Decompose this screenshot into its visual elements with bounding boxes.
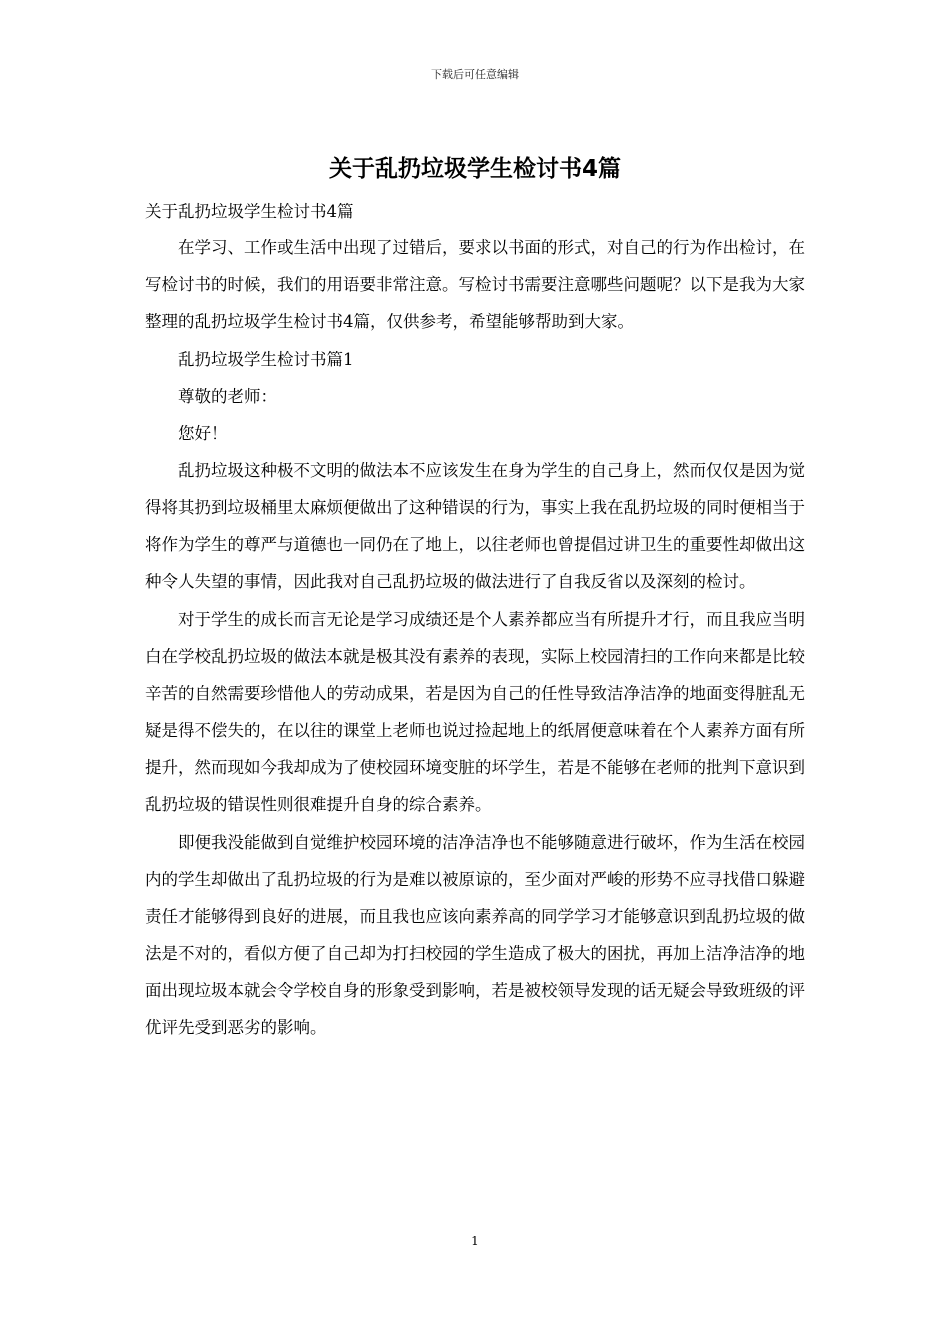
section-heading: 乱扔垃圾学生检讨书篇1 <box>178 350 354 369</box>
greeting: 您好！ <box>178 424 228 443</box>
body-paragraph-2: 对于学生的成长而言无论是学习成绩还是个人素养都应当有所提升才行，而且我应当明白在学校乱扔垃圾的做法本就是极其没有素养的表现，实际上校园清扫的工作向来都是比较辛苦的自然需要珍惜他人的劳动成果，若是因为自己的任性导致洁净洁净的地面变得脏乱无疑是得不偿失的，在以往的课堂上老师也说过捡起地上的纸屑便意味着在个人素养方面有所提升，然而现如今我却成为了使校园环境变脏的坏学生，若是不能够在老师的批判下意识到乱扔垃圾的错误性则很难提升自身的综合素养。 <box>145 610 805 814</box>
document-body <box>145 197 807 1047</box>
salutation: 尊敬的老师： <box>178 387 277 406</box>
intro-paragraph: 在学习、工作或生活中出现了过错后，要求以书面的形式，对自己的行为作出检讨，在写检讨书的时候，我们的用语要非常注意。写检讨书需要注意哪些问题呢？以下是我为大家整理的乱扔垃圾学生检讨书4篇，仅供参考，希望能够帮助到大家。 <box>145 238 805 331</box>
page-header: 下载后可任意编辑 <box>431 68 519 81</box>
body-paragraph-3: 即便我没能做到自觉维护校园环境的洁净洁净也不能够随意进行破坏，作为生活在校园内的学生却做出了乱扔垃圾的行为是难以被原谅的，至少面对严峻的形势不应寻找借口躲避责任才能够得到良好的进展，而且我也应该向素养高的同学学习才能够意识到乱扔垃圾的做法是不对的，看似方便了自己却为打扫校园的学生造成了极大的困扰，再加上洁净洁净的地面出现垃圾本就会令学校自身的形象受到影响，若是被校领导发现的话无疑会导致班级的评优评先受到恶劣的影响。 <box>145 833 805 1037</box>
document-subtitle: 关于乱扔垃圾学生检讨书4篇 <box>145 202 354 221</box>
page-number: 1 <box>471 1234 479 1248</box>
body-paragraph-1: 乱扔垃圾这种极不文明的做法本不应该发生在身为学生的自己身上，然而仅仅是因为觉得将其扔到垃圾桶里太麻烦便做出了这种错误的行为，事实上我在乱扔垃圾的同时便相当于将作为学生的尊严与道德也一同仍在了地上，以往老师也曾提倡过讲卫生的重要性却做出这种令人失望的事情，因此我对自己乱扔垃圾的做法进行了自我反省以及深刻的检讨。 <box>145 461 805 591</box>
document-title: 关于乱扔垃圾学生检讨书4篇 <box>328 156 621 182</box>
